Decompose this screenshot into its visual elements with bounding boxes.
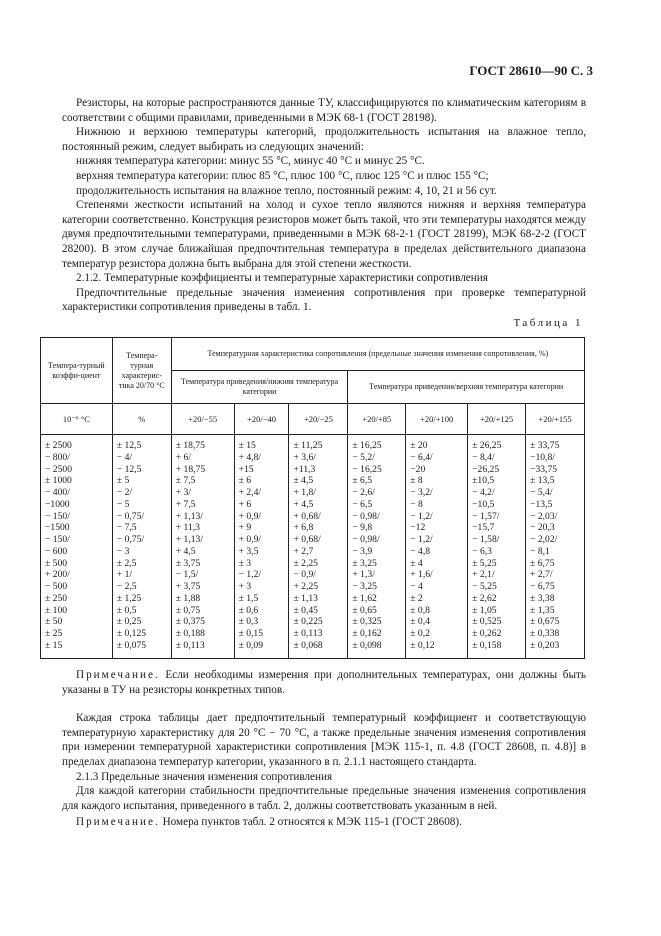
unit-cell: +20/−25 xyxy=(289,404,348,435)
resistance-table xyxy=(40,337,585,659)
note-2 xyxy=(62,815,586,830)
unit-cell: +20/−55 xyxy=(171,404,234,435)
body-text-top xyxy=(62,96,586,315)
header-temp-characteristic: Темпера-турная характерис-тика 20/70 °С xyxy=(112,338,171,404)
paragraph: Предпочтительные предельные значения изменения сопротивления при проверке температурной характеристики сопротивления приведены в табл. 1. xyxy=(62,286,586,314)
note-2-text: Номера пунктов табл. 2 относятся к МЭК 115-1 (ГОСТ 28608). xyxy=(159,816,462,829)
paragraph: продолжительность испытания на влажное тепло, постоянный режим: 4, 10, 21 и 56 сут. xyxy=(76,184,497,197)
unit-cell: +20/−40 xyxy=(234,404,289,435)
unit-cell: +20/+155 xyxy=(526,404,585,435)
unit-cell: +20/+85 xyxy=(348,404,406,435)
paragraph: Для каждой категории стабильности предпочтительные предельные значения изменения сопротивления для каждого испытания, приведенного в табл. 2, должны соответствовать указанным в ней. xyxy=(62,785,586,812)
unit-cell: +20/+125 xyxy=(468,404,526,435)
column-values: ± 12,5 − 4/ − 12,5 ± 5 − 2/ − 5 − 0,75/ − 7,5 − 0,75/ − 3 ± 2,5 + 1/ − 2,5 ± 1,25 ± 0,5 ± 0,25 ± 0,125 ± 0,075 xyxy=(112,435,171,659)
paragraph: нижняя температура категории: минус 55 °С, минус 40 °С и минус 25 °С. xyxy=(76,155,425,168)
unit-cell: % xyxy=(112,404,171,435)
paragraph: Каждая строка таблицы дает предпочтительный температурный коэффициент и соответствующую температурную характеристику для 20 °С − 70 °С, а также предельные значения изменения сопротивления при измерении температурной характеристики сопротивления [МЭК 115-1, п. 4.8 (ГОСТ 28608, п. 4.8)] в пределах диапазона температур категории, указанного в п. 2.1.1 настоящего стандарта. xyxy=(62,712,586,768)
note-2-label: Примечание. xyxy=(76,816,160,829)
page-header: ГОСТ 28610—90 С. 3 xyxy=(469,63,593,78)
header-group: Температурная характеристика сопротивления (предельные значения изменения сопротивления, %) xyxy=(171,338,584,371)
paragraph: Нижнюю и верхнюю температуры категорий, продолжительность испытания на влажное тепло, постоянный режим, следует выбирать из следующих значений: xyxy=(62,126,586,153)
column-values: ± 26,25 − 8,4/ −26,25 ±10,5 − 4,2/ −10,5 − 1,57/ −15,7 − 1,58/ − 6,3 ± 5,25 + 2,1/ − 5,25 ± 2,62 ± 1,05 ± 0,525 ± 0,262 ± 0,158 xyxy=(468,435,526,659)
header-upper-temp: Температура приведения/верхняя температура категории xyxy=(348,371,585,404)
table-caption: Таблица 1 xyxy=(513,317,583,329)
paragraph: 2.1.2. Температурные коэффициенты и температурные характеристики сопротивления xyxy=(76,272,488,285)
paragraph: Степенями жесткости испытаний на холод и сухое тепло являются нижняя и верхняя температура категории соответственно. Конструкция резисторов может быть такой, что эти температуры находятся между двумя предпочтительными температурами, приведенными в МЭК 68-2-1 (ГОСТ 28199), МЭК 68-2-2 (ГОСТ 28200). В этом случае ближайшая предпочтительная температура в пределах действительного диапазона температур резистора должна быть выбрана для этой степени жесткости. xyxy=(62,199,586,270)
header-temp-coefficient: Темпера-турный коэффи-циент xyxy=(41,338,113,404)
table-body-row xyxy=(41,435,585,659)
paragraph: верхняя температура категории: плюс 85 °С, плюс 100 °С, плюс 125 °С и плюс 155 °С; xyxy=(76,169,489,182)
paragraph: Резисторы, на которые распространяются данные ТУ, классифицируются по климатическим категориям в соответствии с общими правилами, приведенными в МЭК 68-1 (ГОСТ 28198). xyxy=(62,97,586,124)
unit-cell: +20/+100 xyxy=(406,404,468,435)
note-1 xyxy=(62,668,586,697)
header-lower-temp: Температура приведения/нижняя температура категории xyxy=(171,371,348,404)
column-values: ± 2500 − 800/ − 2500 ± 1000 − 400/ −1000 − 150/ −1500 − 150/ − 600 ± 500 + 200/ − 500 ± 250 ± 100 ± 50 ± 25 ± 15 xyxy=(41,435,113,659)
column-values: ± 33,75 −10,8/ −33,75 ± 13,5 − 5,4/ −13,5 − 2,03/ − 20,3 − 2,02/ − 8,1 ± 6,75 + 2,7/ − 6,75 ± 3,38 ± 1,35 ± 0,675 ± 0,338 ± 0,203 xyxy=(526,435,585,659)
column-values: ± 11,25 + 3,6/ +11,3 ± 4,5 + 1,8/ + 4,5 + 0,68/ + 6,8 + 0,68/ + 2,7 ± 2,25 − 0,9/ + 2,25 ± 1,13 ± 0,45 ± 0,225 ± 0,113 ± 0,068 xyxy=(289,435,348,659)
body-text-bottom xyxy=(62,668,586,830)
column-values: ± 18,75 + 6/ + 18,75 ± 7,5 + 3/ + 7,5 + 1,13/ + 11,3 + 1,13/ + 4,5 ± 3,75 − 1,5/ + 3,75 ± 1,88 ± 0,75 ± 0,375 ± 0,188 ± 0,113 xyxy=(171,435,234,659)
spacer xyxy=(62,697,586,711)
units-row xyxy=(41,404,585,435)
paragraph: 2.1.3 Предельные значения изменения сопротивления xyxy=(76,770,333,783)
note-1-text: Если необходимы измерения при дополнительных температурах, они должны быть указаны в ТУ на резисторы конкретных типов. xyxy=(62,669,586,696)
column-values: ± 20 − 6,4/ −20 ± 8 − 3,2/ − 8 − 1,2/ −12 − 1,2/ − 4,8 ± 4 + 1,6/ − 4 ± 2 ± 0,8 ± 0,4 ± 0,2 ± 0,12 xyxy=(406,435,468,659)
column-values: ± 16,25 − 5,2/ − 16,25 ± 6,5 − 2,6/ − 6,5 − 0,98/ − 9,8 − 0,98/ − 3,9 ± 3,25 + 1,3/ − 3,25 ± 1,62 ± 0,65 ± 0,325 ± 0,162 ± 0,098 xyxy=(348,435,406,659)
column-values: ± 15 + 4,8/ +15 ± 6 + 2,4/ + 6 + 0,9/ + 9 + 0,9/ + 3,5 ± 3 − 1,2/ + 3 ± 1,5 ± 0,6 ± 0,3 ± 0,15 ± 0,09 xyxy=(234,435,289,659)
unit-cell: 10⁻⁶ °С xyxy=(41,404,113,435)
note-1-label: Примечание. xyxy=(76,669,160,681)
